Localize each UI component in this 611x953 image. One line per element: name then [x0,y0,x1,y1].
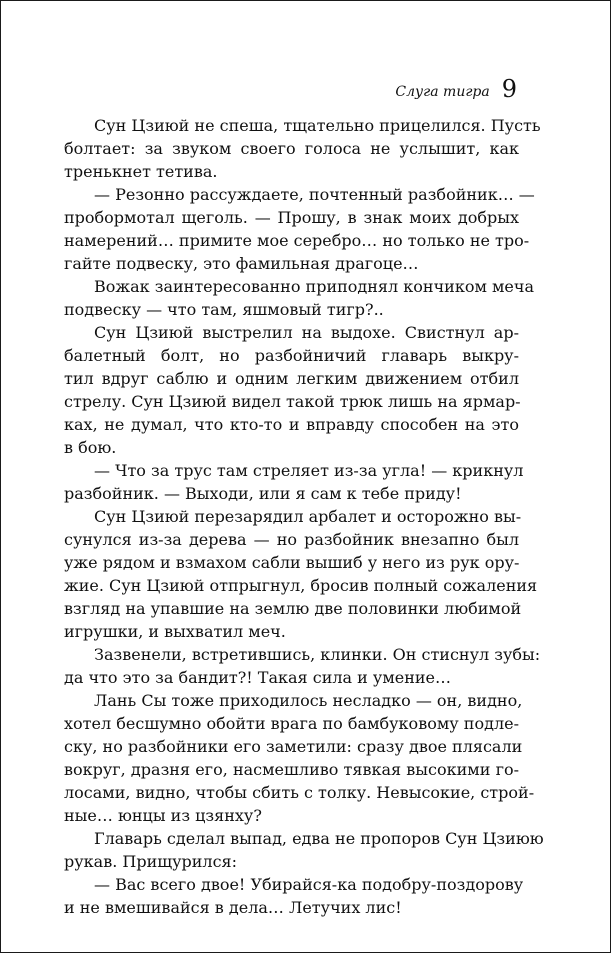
text-line: ные… юнцы из цзянху? [64,806,262,825]
paragraph [64,114,541,183]
paragraph [64,643,541,689]
text-line: уже рядом и взмахом сабли вышиб у него из рук ору- [64,553,520,572]
text-line: Главарь сделал выпад, едва не пропоров Сун Цзиюю [94,829,544,848]
text-line: рукав. Прищурился: [64,852,238,871]
paragraph [64,321,519,459]
page-number: 9 [501,75,517,103]
paragraph [64,689,535,827]
text-line: взгляд на упавшие на землю две половинки любимой [64,599,522,618]
text-line: ках, не думал, что кто-то и вправду способен на это [64,415,519,434]
body-text [64,114,544,919]
text-line: тренькнет тетива. [64,162,218,181]
text-line: ску, но разбойники его заметили: сразу двое плясали [64,737,523,756]
text-line: жие. Сун Цзиюй отпрыгнул, бросив полный сожаления [64,576,538,595]
text-line: Вожак заинтересованно приподнял кончиком меча [94,277,535,296]
text-line: игрушки, и выхватил меч. [64,622,286,641]
paragraph [64,183,535,275]
text-line: — Резонно рассуждаете, почтенный разбойник… — [94,185,535,204]
text-line: тил вдруг саблю и одним легким движением отбил [64,369,519,388]
text-line: разбойник. — Выходи, или я сам к тебе приду! [64,484,462,503]
text-line: стрелу. Сун Цзиюй видел такой трюк лишь на ярмар- [64,392,521,411]
text-line: и не вмешивайся в дела… Летучих лис! [64,898,402,917]
text-line: Сун Цзиюй перезарядил арбалет и осторожно вы- [94,507,522,526]
text-line: сунулся из-за дерева — но разбойник внезапно был [64,530,519,549]
text-line: в бою. [64,438,117,457]
paragraph [64,459,524,505]
paragraph [64,275,535,321]
text-line: Лань Сы тоже приходилось несладко — он, видно, [94,691,523,710]
text-line: пробормотал щеголь. — Прошу, в знак моих добрых [64,208,519,227]
text-line: гайте подвеску, это фамильная драгоце… [64,254,419,273]
text-line: да что это за бандит?! Такая сила и умение… [64,668,452,687]
text-line: намерений… примите мое серебро… но только не тро- [64,231,530,250]
text-line: — Вас всего двое! Убирайся-ка подобру-поздорову [94,875,524,894]
text-line: — Что за трус там стреляет из-за угла! — крикнул [94,461,524,480]
paragraph [64,505,538,643]
paragraph [64,827,544,873]
text-line: лосами, видно, чтобы сбить с толку. Невысокие, строй- [64,783,535,802]
running-title: Слуга тигра [395,84,490,100]
paragraph [64,873,524,919]
text-line: вокруг, дразня его, насмешливо тявкая высокими го- [64,760,519,779]
text-line: Сун Цзиюй выстрелил на выдохе. Свистнул ар- [94,323,519,342]
text-line: Зазвенели, встретившись, клинки. Он стиснул зубы: [94,645,541,664]
text-line: подвеску — что там, яшмовый тигр?.. [64,300,384,319]
text-line: Сун Цзиюй не спеша, тщательно прицелился. Пусть [94,116,541,135]
text-line: хотел бесшумно обойти врага по бамбуковому подле- [64,714,519,733]
running-head [395,75,517,103]
text-line: болтает: за звуком своего голоса не услышит, как [64,139,519,158]
text-line: балетный болт, но разбойничий главарь выкру- [64,346,519,365]
